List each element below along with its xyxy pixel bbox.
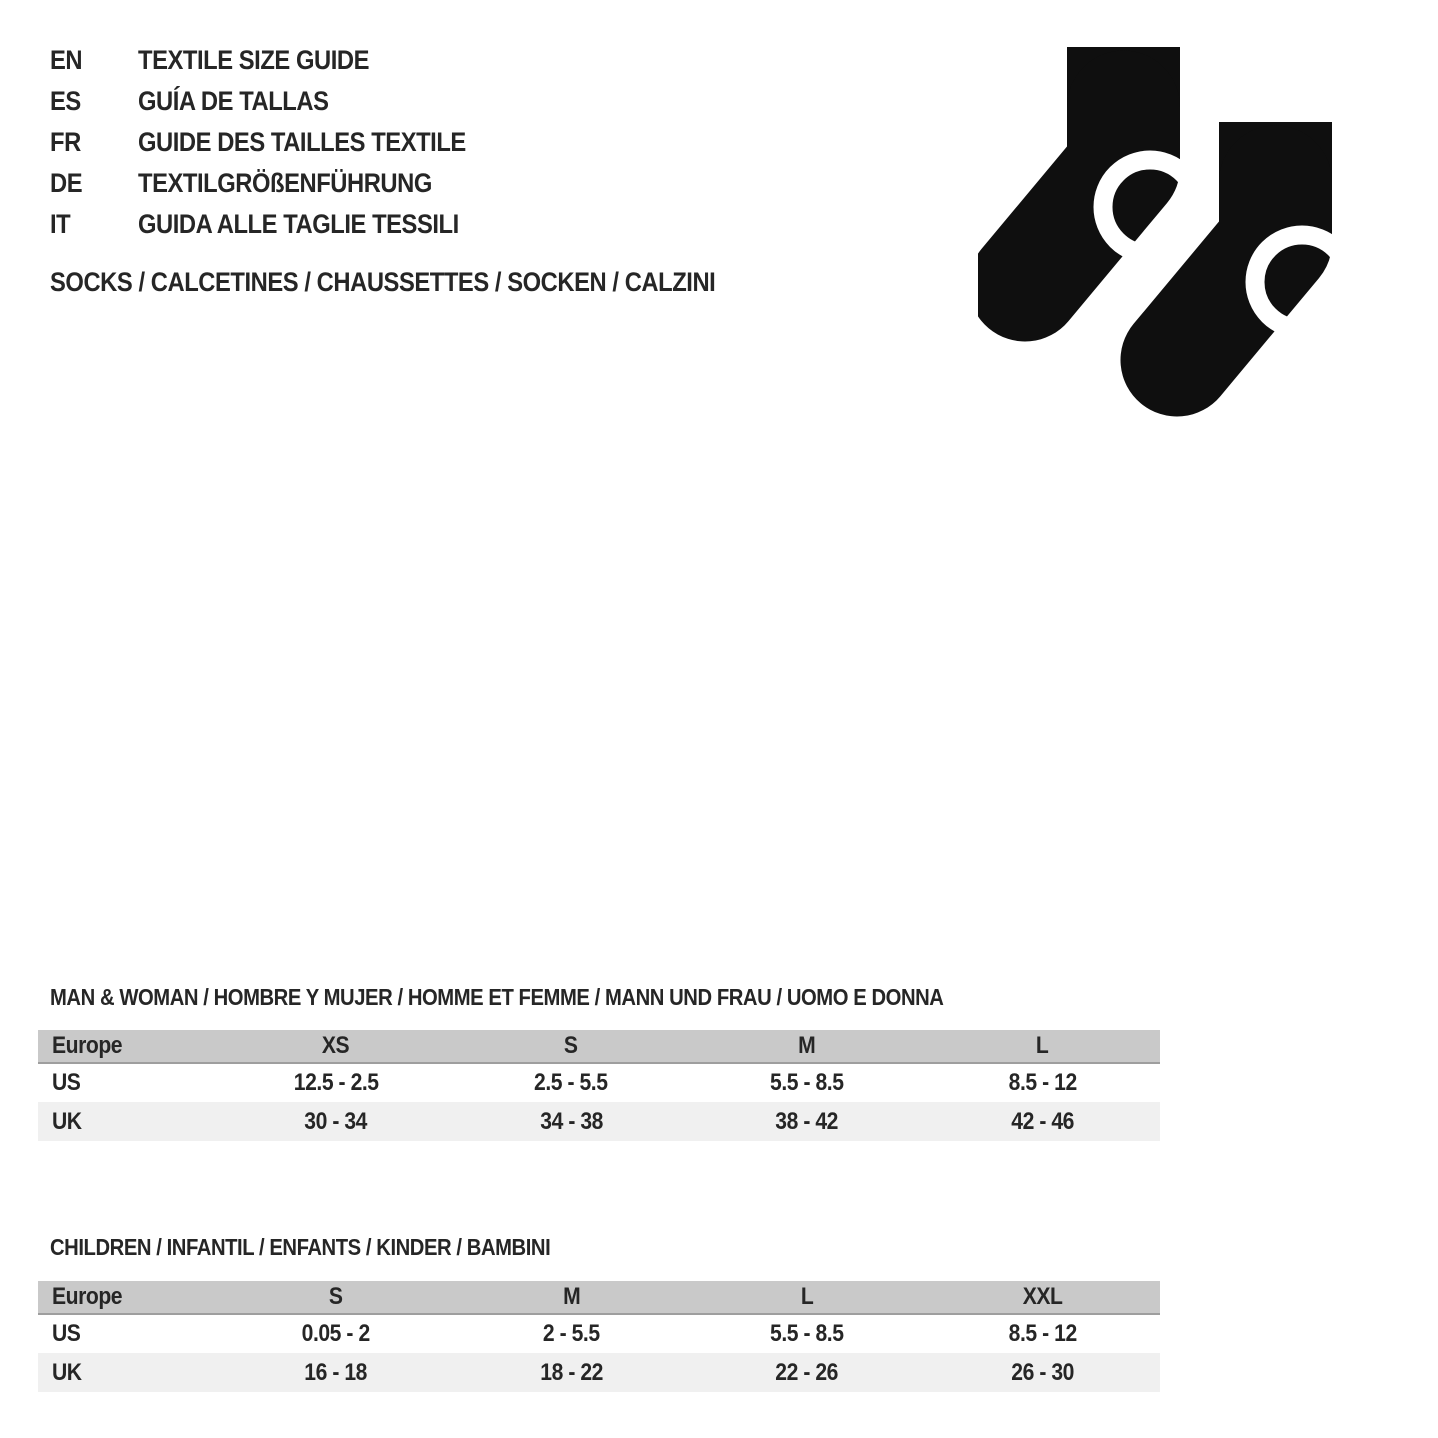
table-row-us	[38, 1314, 1160, 1353]
children-size-table	[38, 1281, 1160, 1392]
size-cell: 0.05 - 2	[301, 1320, 370, 1347]
language-title: GUÍA DE TALLAS	[138, 86, 329, 116]
size-cell: 38 - 42	[689, 1102, 925, 1141]
header-cell-size: L	[689, 1281, 925, 1314]
size-cell: 8.5 - 12	[1008, 1320, 1077, 1347]
language-row-it	[50, 204, 511, 245]
row-label: US	[52, 1320, 81, 1347]
language-list	[50, 40, 511, 245]
size-cell: 22 - 26	[689, 1353, 925, 1392]
header-cell-size: M	[689, 1030, 925, 1063]
language-row-es	[50, 81, 511, 122]
size-cell: 16 - 18	[218, 1353, 454, 1392]
language-code: FR	[50, 127, 81, 157]
language-title: TEXTILGRÖßENFÜHRUNG	[138, 168, 432, 198]
language-row-de	[50, 163, 511, 204]
adults-size-table	[38, 1030, 1160, 1141]
row-label: UK	[38, 1353, 218, 1392]
size-cell: 34 - 38	[454, 1102, 690, 1141]
language-title: GUIDA ALLE TAGLIE TESSILI	[138, 209, 459, 239]
header-cell-region: Europe	[38, 1030, 218, 1063]
size-cell: 12.5 - 2.5	[293, 1069, 379, 1096]
language-title: GUIDE DES TAILLES TEXTILE	[138, 127, 466, 157]
table-row-us	[38, 1063, 1160, 1102]
row-label: UK	[38, 1102, 218, 1141]
size-cell: 42 - 46	[925, 1102, 1161, 1141]
size-cell: 2 - 5.5	[542, 1320, 600, 1347]
socks-icon	[978, 47, 1338, 427]
adults-section-title: MAN & WOMAN / HOMBRE Y MUJER / HOMME ET FEMME / MANN UND FRAU / UOMO E DONNA	[50, 984, 944, 1010]
header-cell-region: Europe	[38, 1281, 218, 1314]
language-code: EN	[50, 45, 83, 75]
language-title: TEXTILE SIZE GUIDE	[138, 45, 370, 75]
size-cell: 30 - 34	[218, 1102, 454, 1141]
size-cell: 18 - 22	[454, 1353, 690, 1392]
language-code: DE	[50, 168, 83, 198]
row-label: US	[52, 1069, 81, 1096]
size-cell: 26 - 30	[925, 1353, 1161, 1392]
adults-header-row	[38, 1030, 1160, 1063]
table-row-uk	[38, 1102, 1160, 1141]
size-cell: 8.5 - 12	[1008, 1069, 1077, 1096]
size-cell: 5.5 - 8.5	[769, 1320, 844, 1347]
language-code: IT	[50, 209, 71, 239]
size-cell: 5.5 - 8.5	[769, 1069, 844, 1096]
language-row-fr	[50, 122, 511, 163]
size-cell: 2.5 - 5.5	[534, 1069, 609, 1096]
category-title: SOCKS / CALCETINES / CHAUSSETTES / SOCKEN / CALZINI	[50, 267, 716, 297]
language-row-en	[50, 40, 511, 81]
table-row-uk	[38, 1353, 1160, 1392]
header-cell-size: L	[925, 1030, 1161, 1063]
header-cell-size: XS	[218, 1030, 454, 1063]
header-cell-size: S	[218, 1281, 454, 1314]
language-code: ES	[50, 86, 81, 116]
children-section-title: CHILDREN / INFANTIL / ENFANTS / KINDER / BAMBINI	[50, 1234, 551, 1260]
children-header-row	[38, 1281, 1160, 1314]
header-cell-size: S	[454, 1030, 690, 1063]
header-cell-size: XXL	[925, 1281, 1161, 1314]
header-cell-size: M	[454, 1281, 690, 1314]
